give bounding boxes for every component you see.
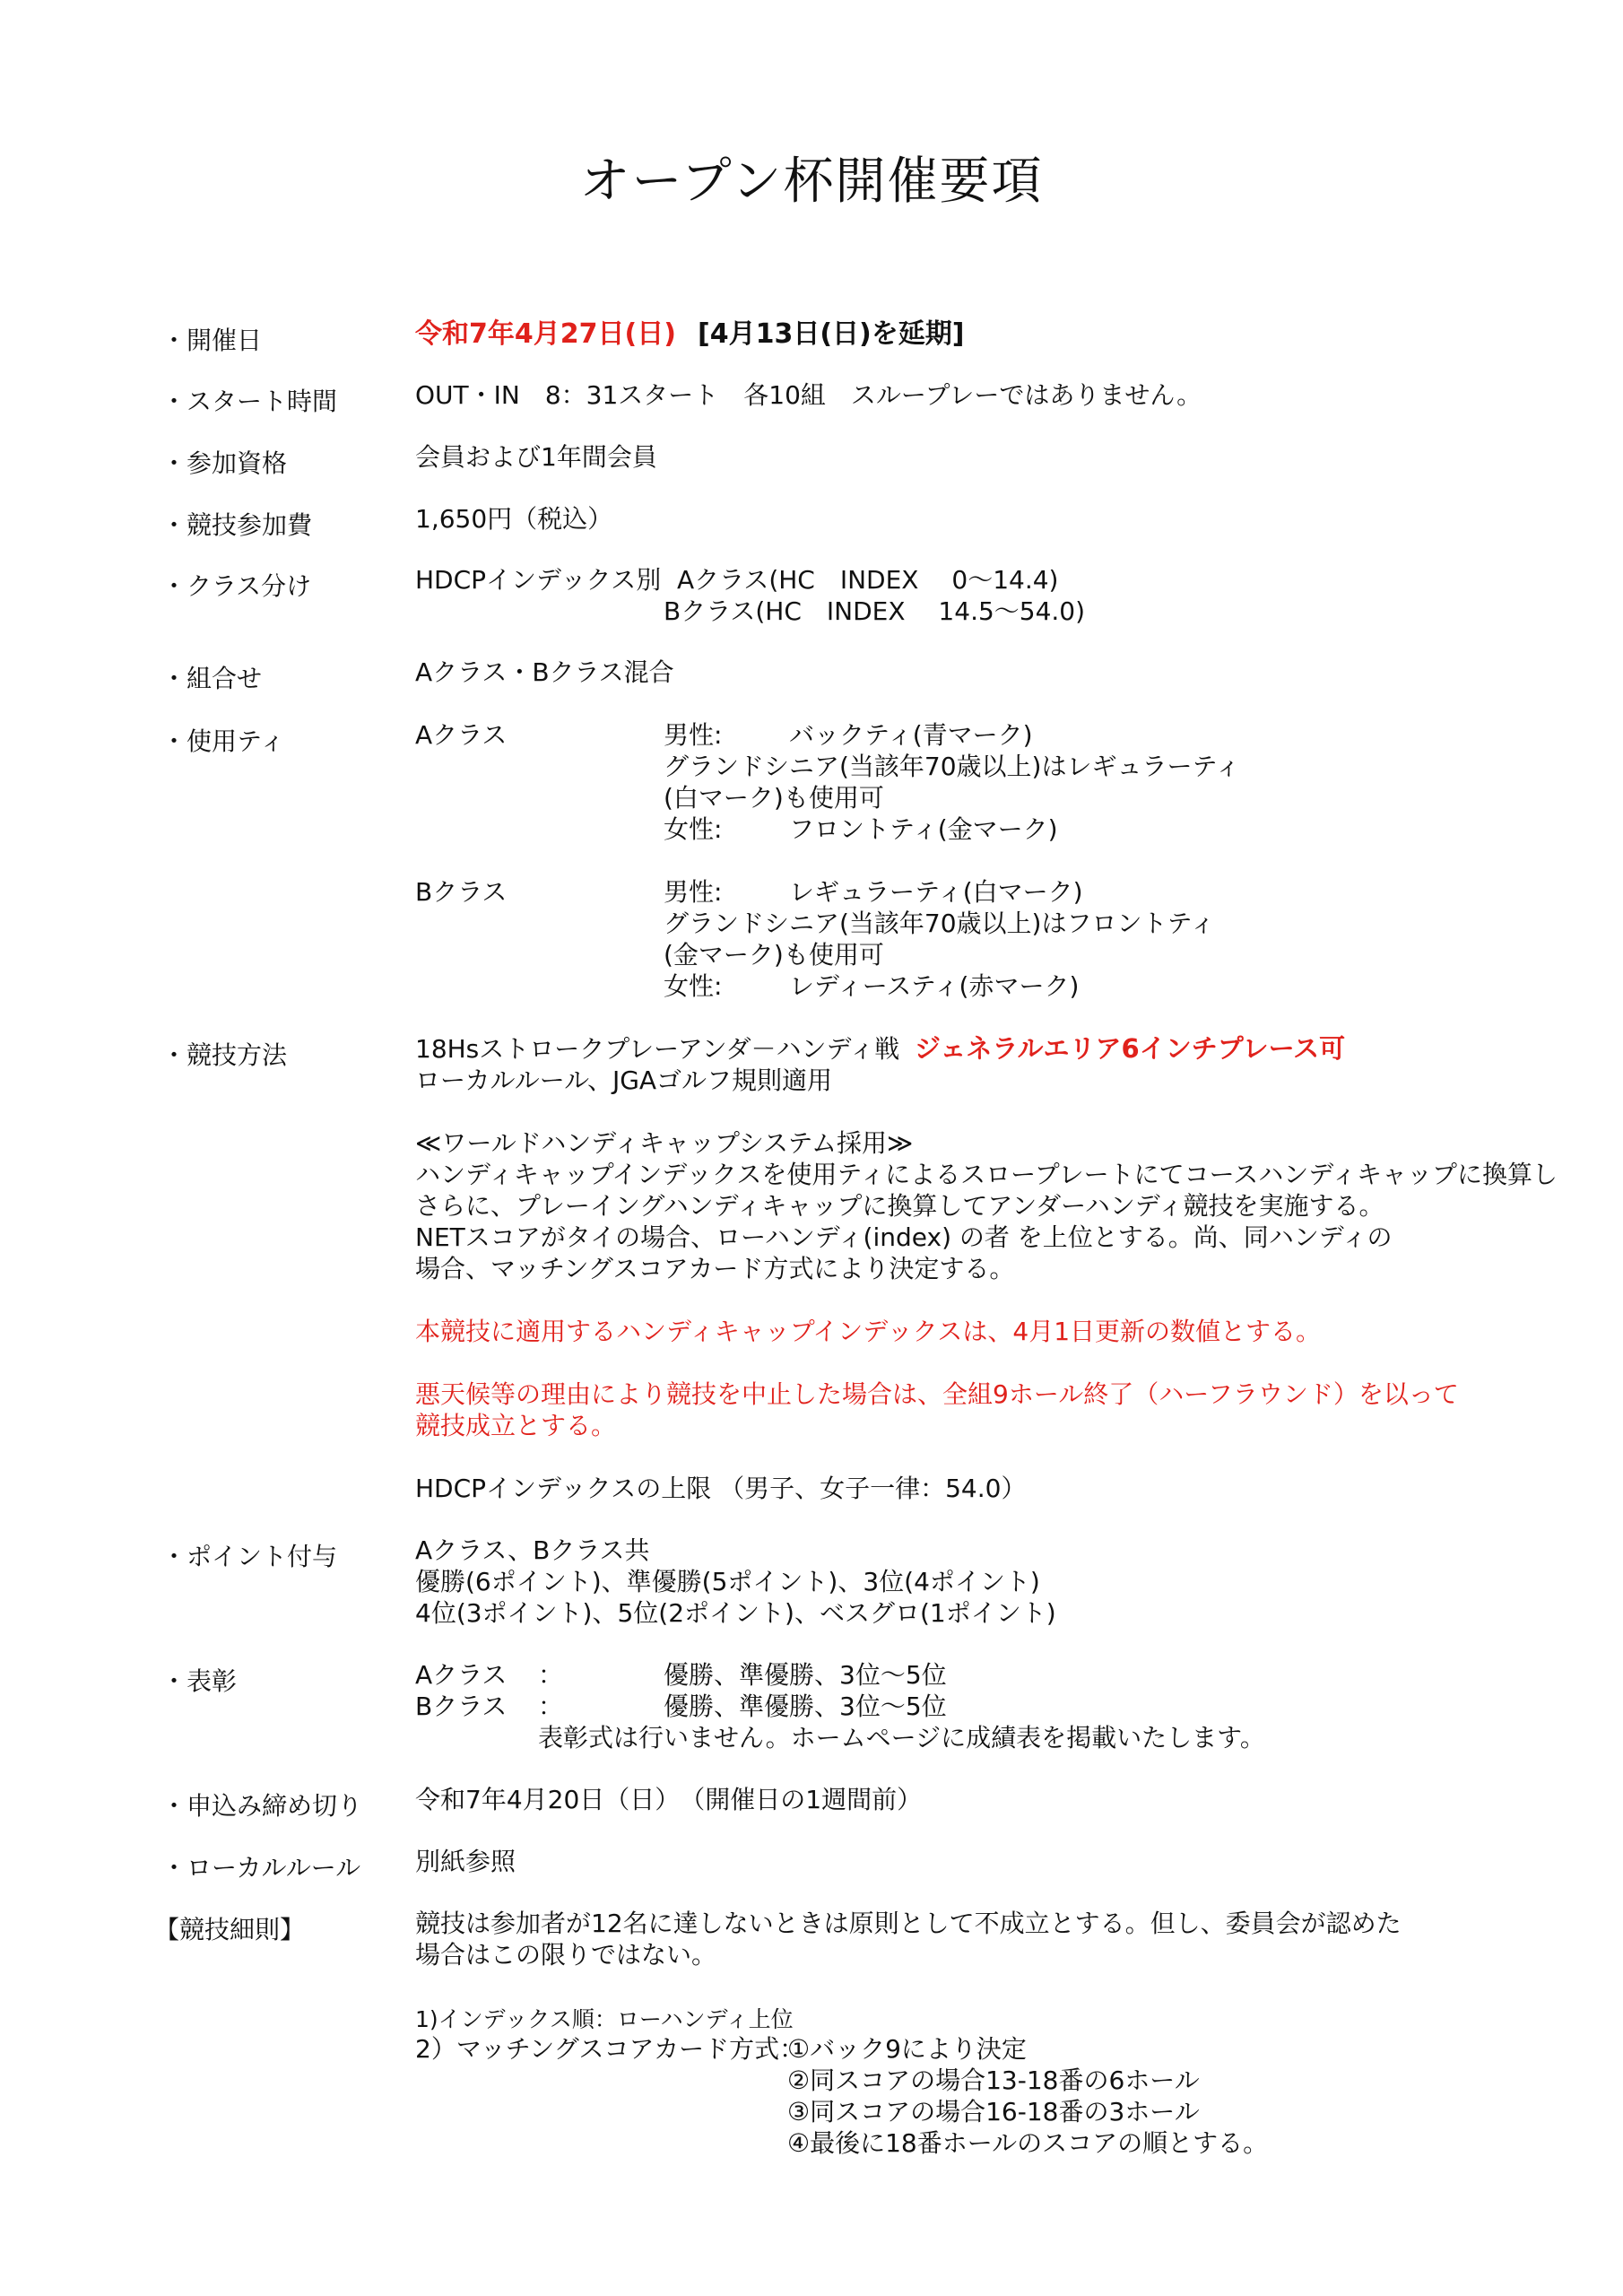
tee-b-female-label: 女性: [664, 971, 723, 1001]
start-label: ・スタート時間 [161, 387, 338, 416]
saisoku-rule2: 2）マッチングスコアカード方式： [415, 2034, 805, 2064]
hyosho-b-class: Bクラス [415, 1692, 508, 1721]
local-text: 別紙参照 [415, 1847, 516, 1876]
point-line2: 優勝(6ポイント)、準優勝(5ポイント)、3位(4ポイント) [415, 1567, 1040, 1596]
hyosho-note: 表彰式は行いません。ホームページに成績表を掲載いたします。 [538, 1723, 1265, 1752]
saisoku-m1: ①バック9により決定 [787, 2034, 1027, 2064]
hyosho-a-colon: ： [538, 1660, 564, 1690]
whs-line2: さらに、プレーイングハンディキャップに換算してアンダーハンディ競技を実施する。 [415, 1191, 1384, 1221]
houhou-limit: HDCPインデックスの上限 （男子、女子一律：54.0） [415, 1474, 1027, 1503]
tee-a-male-label: 男性: [664, 720, 723, 750]
tee-b-class: Bクラス [415, 877, 508, 907]
whs-line1: ハンディキャップインデックスを使用ティによるスロープレートにてコースハンディキャップに換算し [415, 1160, 1558, 1189]
saisoku-line1: 競技は参加者が12名に達しないときは原則として不成立とする。但し、委員会が認めた [415, 1909, 1402, 1938]
tee-a-senior2: (白マーク)も使用可 [664, 783, 884, 813]
tee-b-senior1: グランドシニア(当該年70歳以上)はフロントティ [664, 909, 1216, 938]
saisoku-m2: ②同スコアの場合13-18番の6ホール [787, 2066, 1200, 2095]
saisoku-rule1: 1)インデックス順：ローハンディ上位 [415, 2006, 794, 2032]
whs-line3: NETスコアがタイの場合、ローハンディ(index) の者 を上位とする。尚、同ハンディの [415, 1222, 1393, 1252]
houhou-line2: ローカルルール、JGAゴルフ規則適用 [415, 1065, 833, 1095]
houhou-red3: 競技成立とする。 [415, 1411, 617, 1440]
houhou-red2: 悪天候等の理由により競技を中止した場合は、全組9ホール終了（ハーフラウンド）を以って [415, 1379, 1459, 1409]
class-line1: HDCPインデックス別 Aクラス(HC INDEX 0～14.4) [415, 565, 1059, 595]
hiyo-text: 1,650円（税込） [415, 504, 613, 534]
point-line3: 4位(3ポイント)、5位(2ポイント)、ベスグロ(1ポイント) [415, 1598, 1056, 1628]
tee-a-class: Aクラス [415, 720, 508, 750]
saisoku-m3: ③同スコアの場合16-18番の3ホール [787, 2097, 1200, 2126]
page-title: オープン杯開催要項 [579, 152, 1044, 211]
saisoku-m4: ④最後に18番ホールのスコアの順とする。 [787, 2128, 1269, 2158]
shimekiri-label: ・申込み締め切り [161, 1791, 363, 1821]
tee-b-male-label: 男性: [664, 877, 723, 907]
kumiawase-text: Aクラス・Bクラス混合 [415, 657, 674, 687]
tee-a-male-value: バックティ(青マーク) [789, 720, 1033, 750]
start-text: OUT・IN 8：31スタート 各10組 スループレーではありません。 [415, 380, 1202, 410]
shimekiri-text: 令和7年4月20日（日） （開催日の1週間前） [415, 1785, 923, 1814]
kaisaibi-postponed: [4月13日(日)を延期] [698, 318, 965, 350]
houhou-line1: 18Hsストロークプレーアンダ－ハンディ戦 [415, 1034, 900, 1064]
shikaku-text: 会員および1年間会員 [415, 442, 657, 472]
point-line1: Aクラス、Bクラス共 [415, 1535, 650, 1565]
saisoku-label: 【競技細則】 [154, 1915, 306, 1944]
houhou-red1: 本競技に適用するハンディキャップインデックスは、4月1日更新の数値とする。 [415, 1317, 1322, 1346]
saisoku-line2: 場合はこの限りではない。 [415, 1940, 717, 1970]
shikaku-label: ・参加資格 [161, 448, 288, 478]
houhou-line1-red: ジェネラルエリア6インチプレース可 [915, 1033, 1346, 1064]
hyosho-label: ・表彰 [161, 1666, 238, 1696]
kaisaibi-date: 令和7年4月27日(日) [415, 318, 676, 350]
tee-a-female-label: 女性: [664, 814, 723, 844]
tee-b-male-value: レギュラーティ(白マーク) [789, 877, 1083, 907]
class-line2: Bクラス(HC INDEX 14.5～54.0) [664, 596, 1086, 626]
whs-title: ≪ワールドハンディキャップシステム採用≫ [415, 1128, 914, 1158]
hiyo-label: ・競技参加費 [161, 510, 313, 540]
whs-line4: 場合、マッチングスコアカード方式により決定する。 [415, 1254, 1015, 1283]
hyosho-a-class: Aクラス [415, 1660, 508, 1690]
class-label: ・クラス分け [161, 571, 312, 601]
local-label: ・ローカルルール [161, 1853, 361, 1883]
hyosho-a-prizes: 優勝、準優勝、3位～5位 [664, 1660, 947, 1690]
kaisaibi-label: ・開催日 [161, 326, 263, 355]
hyosho-b-prizes: 優勝、準優勝、3位～5位 [664, 1692, 947, 1721]
kumiawase-label: ・組合せ [161, 664, 263, 693]
point-label: ・ポイント付与 [161, 1542, 338, 1571]
tee-b-female-value: レディースティ(赤マーク) [789, 971, 1080, 1001]
hyosho-b-colon: ： [538, 1692, 564, 1721]
houhou-label: ・競技方法 [161, 1040, 288, 1070]
tee-label: ・使用ティ [161, 726, 285, 756]
tee-a-senior1: グランドシニア(当該年70歳以上)はレギュラーティ [664, 752, 1241, 781]
tee-a-female-value: フロントティ(金マーク) [789, 814, 1058, 844]
tee-b-senior2: (金マーク)も使用可 [664, 940, 884, 970]
